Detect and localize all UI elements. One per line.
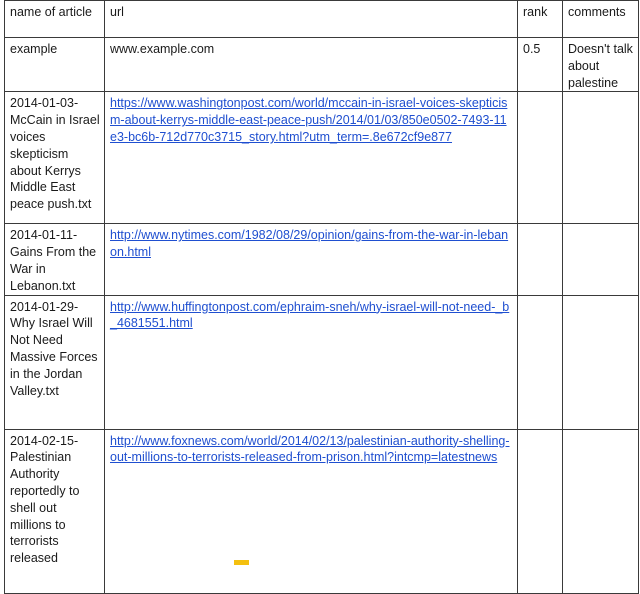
cell-url	[105, 38, 518, 92]
cell-comments[interactable]	[563, 429, 639, 593]
cell-name: 2014-01-11-Gains From the War in Lebanon.txt	[5, 224, 105, 295]
article-link[interactable]: http://www.huffingtonpost.com/ephraim-sneh/why-israel-will-not-need-_b_4681551.html	[110, 299, 510, 331]
header-rank: rank	[518, 1, 563, 38]
cell-url	[105, 224, 518, 295]
cell-comments[interactable]	[563, 92, 639, 224]
articles-table	[4, 0, 639, 594]
article-link[interactable]: http://www.foxnews.com/world/2014/02/13/palestinian-authority-shelling-out-millions-to-terrorists-released-from-prison.html?intcmp=latestnews	[110, 433, 510, 465]
table-row	[5, 429, 639, 593]
cell-name: 2014-01-03-McCain in Israel voices skepticism about Kerrys Middle East peace push.txt	[5, 92, 105, 224]
cell-url	[105, 429, 518, 593]
cell-name: 2014-02-15-Palestinian Authority reportedly to shell out millions to terrorists released	[5, 429, 105, 593]
cell-rank[interactable]	[518, 92, 563, 224]
table-header-row	[5, 1, 639, 38]
cell-comments[interactable]	[563, 295, 639, 429]
url-text: www.example.com	[110, 42, 215, 56]
article-link[interactable]: https://www.washingtonpost.com/world/mccain-in-israel-voices-skepticism-about-kerrys-middle-east-peace-push/2014/01/03/850e0502-7493-11e3-bc6b-712d770c3715_story.html?utm_term=.8e672cf9e877	[110, 96, 508, 144]
article-link[interactable]: http://www.nytimes.com/1982/08/29/opinion/gains-from-the-war-in-lebanon.html	[110, 228, 509, 260]
table-row	[5, 38, 639, 92]
table-row	[5, 295, 639, 429]
cell-url	[105, 92, 518, 224]
cell-comments[interactable]	[563, 224, 639, 295]
header-name: name of article	[5, 1, 105, 38]
cell-name: 2014-01-29-Why Israel Will Not Need Massive Forces in the Jordan Valley.txt	[5, 295, 105, 429]
cell-name: example	[5, 38, 105, 92]
header-comments: comments	[563, 1, 639, 38]
cell-url	[105, 295, 518, 429]
cell-rank[interactable]	[518, 429, 563, 593]
header-url: url	[105, 1, 518, 38]
table-row	[5, 92, 639, 224]
cell-rank: 0.5	[518, 38, 563, 92]
text-cursor-marker	[234, 560, 249, 565]
cell-rank[interactable]	[518, 295, 563, 429]
table-row	[5, 224, 639, 295]
document-page	[4, 0, 638, 566]
cell-rank[interactable]	[518, 224, 563, 295]
cell-comments: Doesn't talk about palestine	[563, 38, 639, 92]
